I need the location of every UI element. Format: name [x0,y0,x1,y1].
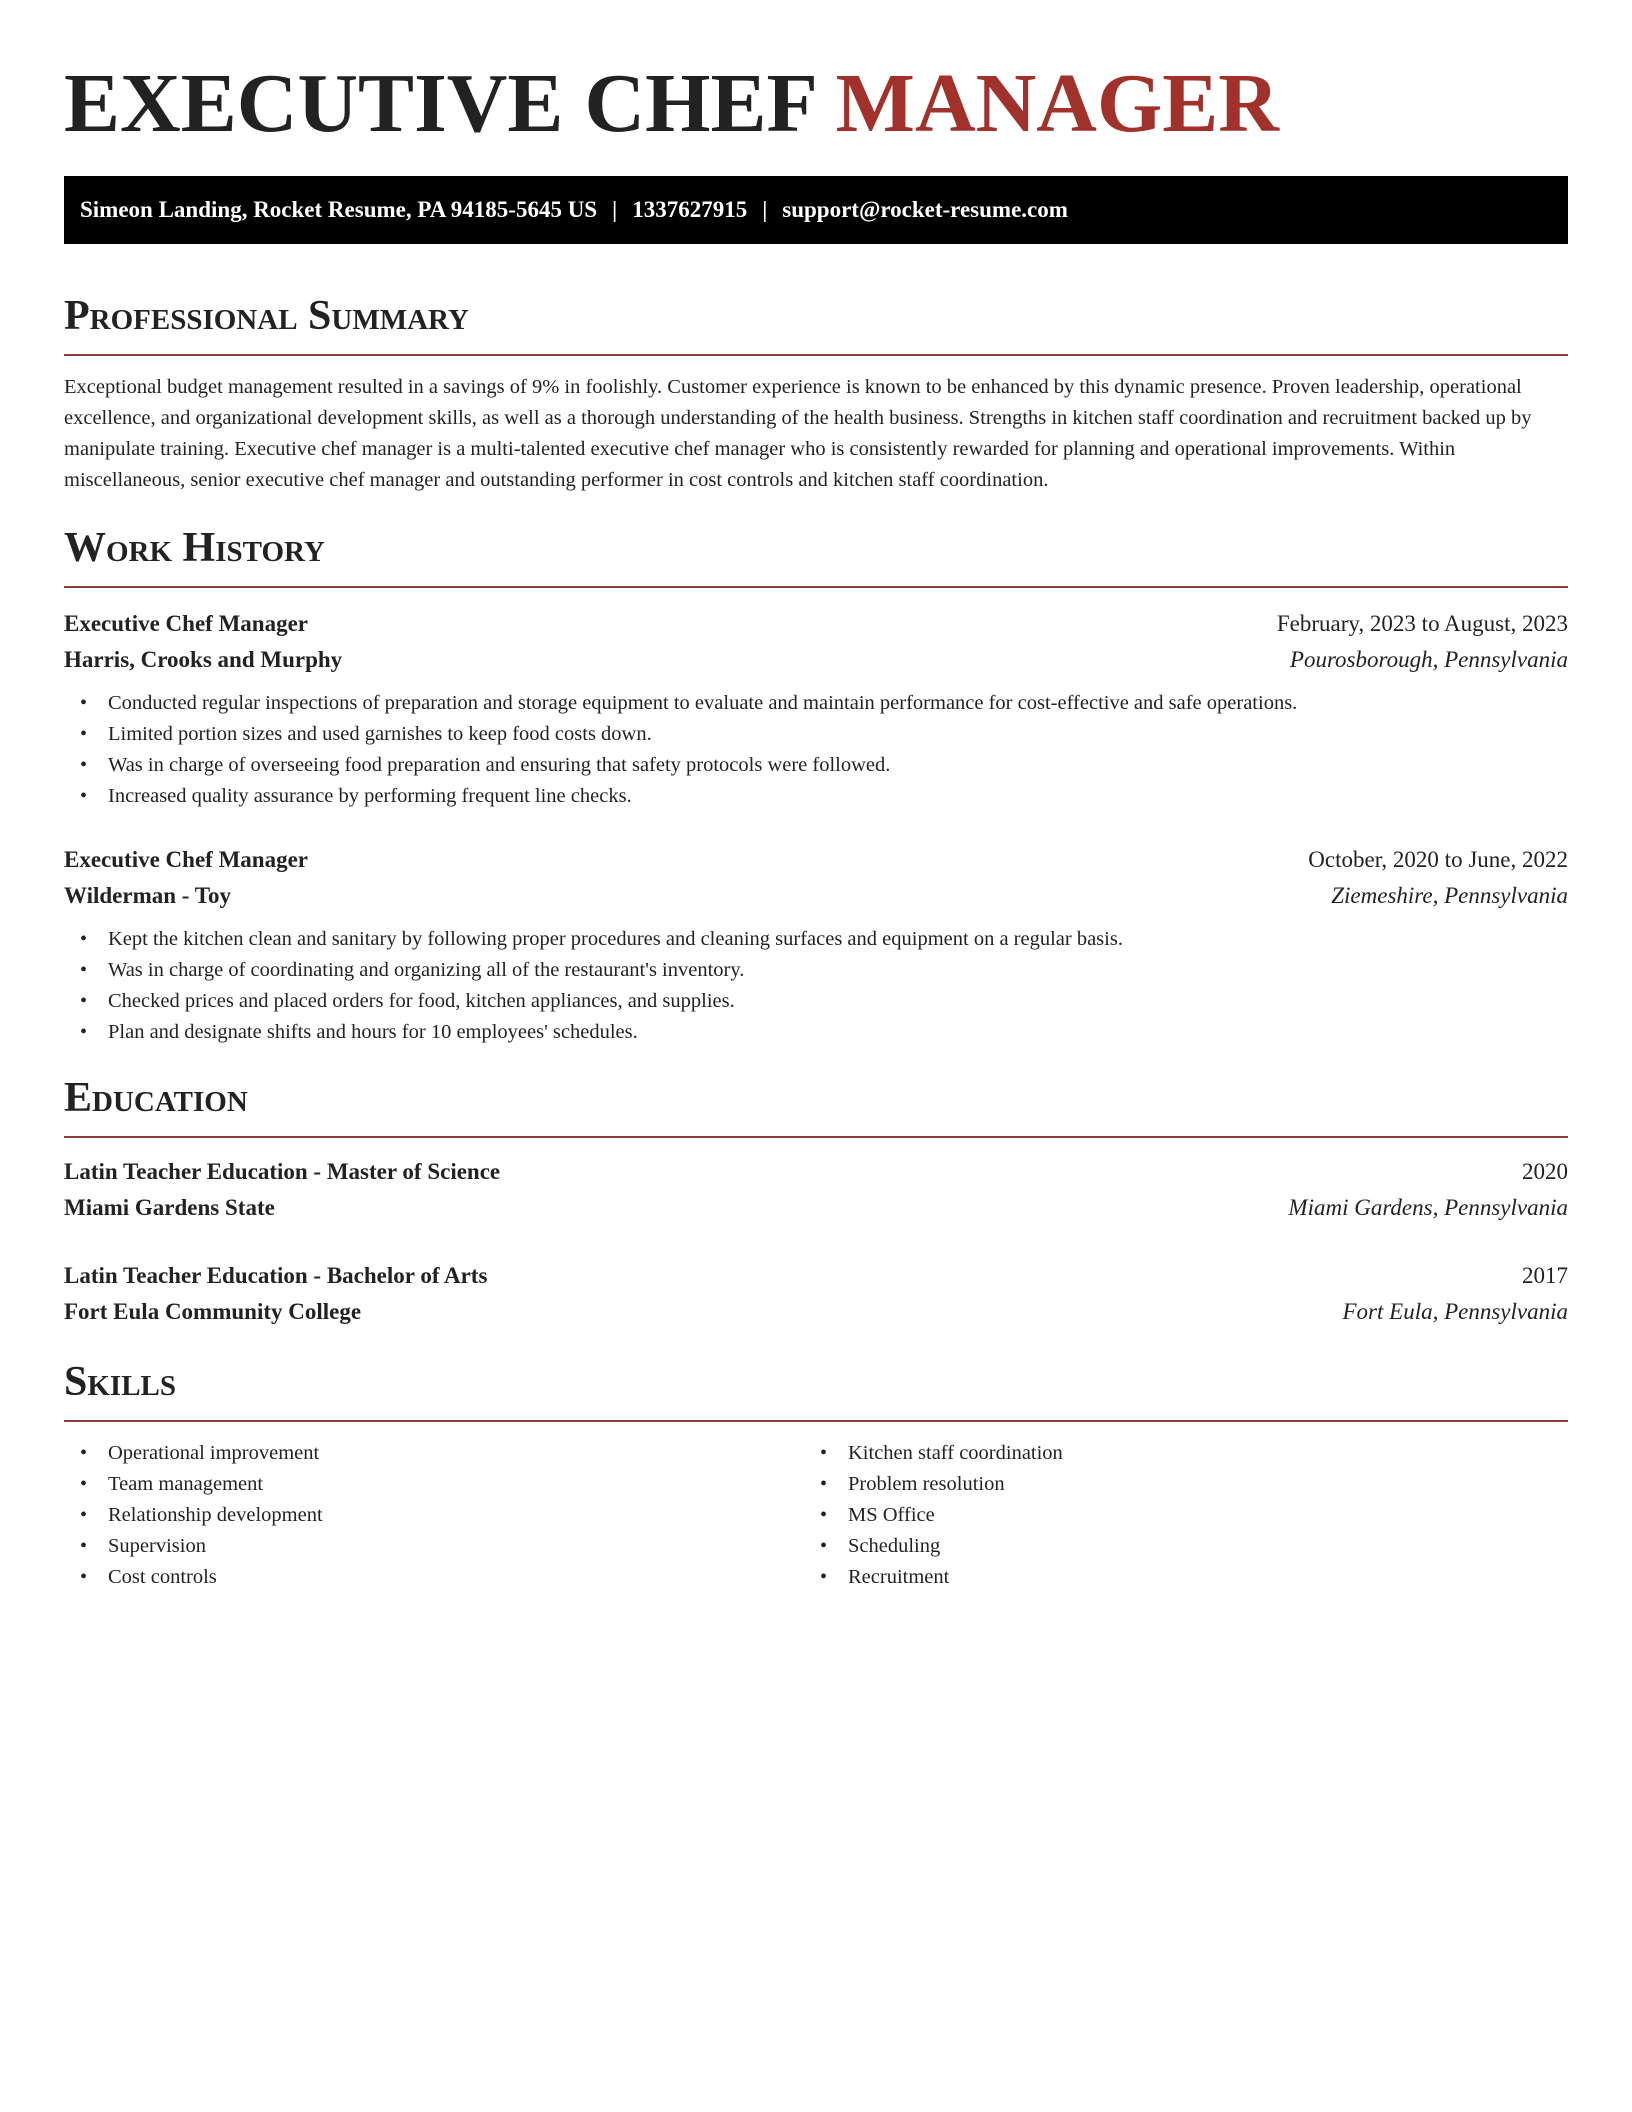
title-accent: MANAGER [835,57,1279,150]
degree-year: 2020 [1522,1159,1568,1184]
job-bullets [64,688,1568,812]
job-location: Pourosborough, Pennsylvania [1289,647,1568,672]
skill-item: • Kitchen staff coordination [804,1438,1544,1469]
work-history-heading: Work History [64,525,325,571]
list-item: • Was in charge of overseeing food preparation and ensuring that safety protocols were followed. [64,750,1568,781]
skill-item: • Recruitment [804,1562,1544,1593]
skills-heading: Skills [64,1359,177,1405]
school-name: Miami Gardens State [64,1195,275,1220]
skills-list-right [804,1438,1544,1593]
skills-list-left [64,1438,804,1593]
list-item: • Was in charge of coordinating and organizing all of the restaurant's inventory. [64,955,1568,986]
degree-year: 2017 [1522,1263,1568,1288]
resume-title [64,0,1568,176]
list-item: • Plan and designate shifts and hours for 10 employees' schedules. [64,1017,1568,1048]
skill-item: • Scheduling [804,1531,1544,1562]
job-title: Executive Chef Manager [64,847,308,872]
job-title: Executive Chef Manager [64,611,308,636]
section-divider [64,1420,1568,1422]
education-heading: Education [64,1075,248,1121]
summary-section [64,292,1568,496]
education-entry [64,1154,1568,1226]
degree-name: Latin Teacher Education - Bachelor of Arts [64,1263,488,1288]
list-item: • Increased quality assurance by performing frequent line checks. [64,781,1568,812]
school-name: Fort Eula Community College [64,1299,362,1324]
section-divider [64,354,1568,356]
job-entry [64,842,1568,1048]
education-entry [64,1258,1568,1330]
skill-item: • Problem resolution [804,1469,1544,1500]
resume-page [64,0,1568,1593]
contact-separator: | [612,197,618,222]
skills-grid [64,1438,1568,1593]
job-entry [64,606,1568,812]
skill-item: • Team management [64,1469,804,1500]
contact-bar [64,176,1568,244]
list-item: • Checked prices and placed orders for food, kitchen appliances, and supplies. [64,986,1568,1017]
job-dates: October, 2020 to June, 2022 [1308,847,1568,872]
list-item: • Limited portion sizes and used garnishes to keep food costs down. [64,719,1568,750]
skills-section [64,1358,1568,1593]
contact-address: Simeon Landing, Rocket Resume, PA 94185-5645 US [80,197,598,222]
skill-item: • MS Office [804,1500,1544,1531]
job-company: Wilderman - Toy [64,883,231,908]
skill-item: • Supervision [64,1531,804,1562]
school-location: Fort Eula, Pennsylvania [1342,1299,1568,1324]
list-item: • Kept the kitchen clean and sanitary by following proper procedures and cleaning surfaces and equipment on a regular basis. [64,924,1568,955]
school-location: Miami Gardens, Pennsylvania [1288,1195,1568,1220]
work-history-section [64,524,1568,1048]
job-dates: February, 2023 to August, 2023 [1276,611,1568,636]
skill-item: • Cost controls [64,1562,804,1593]
contact-separator: | [762,197,768,222]
section-divider [64,586,1568,588]
contact-phone: 1337627915 [632,197,748,222]
title-main: EXECUTIVE CHEF [64,57,815,150]
degree-name: Latin Teacher Education - Master of Science [64,1159,501,1184]
section-divider [64,1136,1568,1138]
contact-email[interactable]: support@rocket-resume.com [782,197,1068,222]
list-item: • Conducted regular inspections of preparation and storage equipment to evaluate and maintain performance for cost-effective and safe operations. [64,688,1568,719]
skill-item: • Operational improvement [64,1438,804,1469]
skill-item: • Relationship development [64,1500,804,1531]
summary-heading: Professional Summary [64,293,469,339]
job-company: Harris, Crooks and Murphy [64,647,343,672]
job-location: Ziemeshire, Pennsylvania [1331,883,1568,908]
job-bullets [64,924,1568,1048]
education-section [64,1074,1568,1330]
summary-text: Exceptional budget management resulted in a savings of 9% in foolishly. Customer experience is known to be enhanced by this dynamic presence. Proven leadership, operational excellence, and organizational development skills, as well as a thorough understanding of the health business. Strengths in kitchen staff coordination and recruitment backed up by manipulate training. Executive chef manager is a multi-talented executive chef manager who is consistently rewarded for planning and operational improvements. Within miscellaneous, senior executive chef manager and outstanding performer in cost controls and kitchen staff coordination. [64,376,1532,491]
